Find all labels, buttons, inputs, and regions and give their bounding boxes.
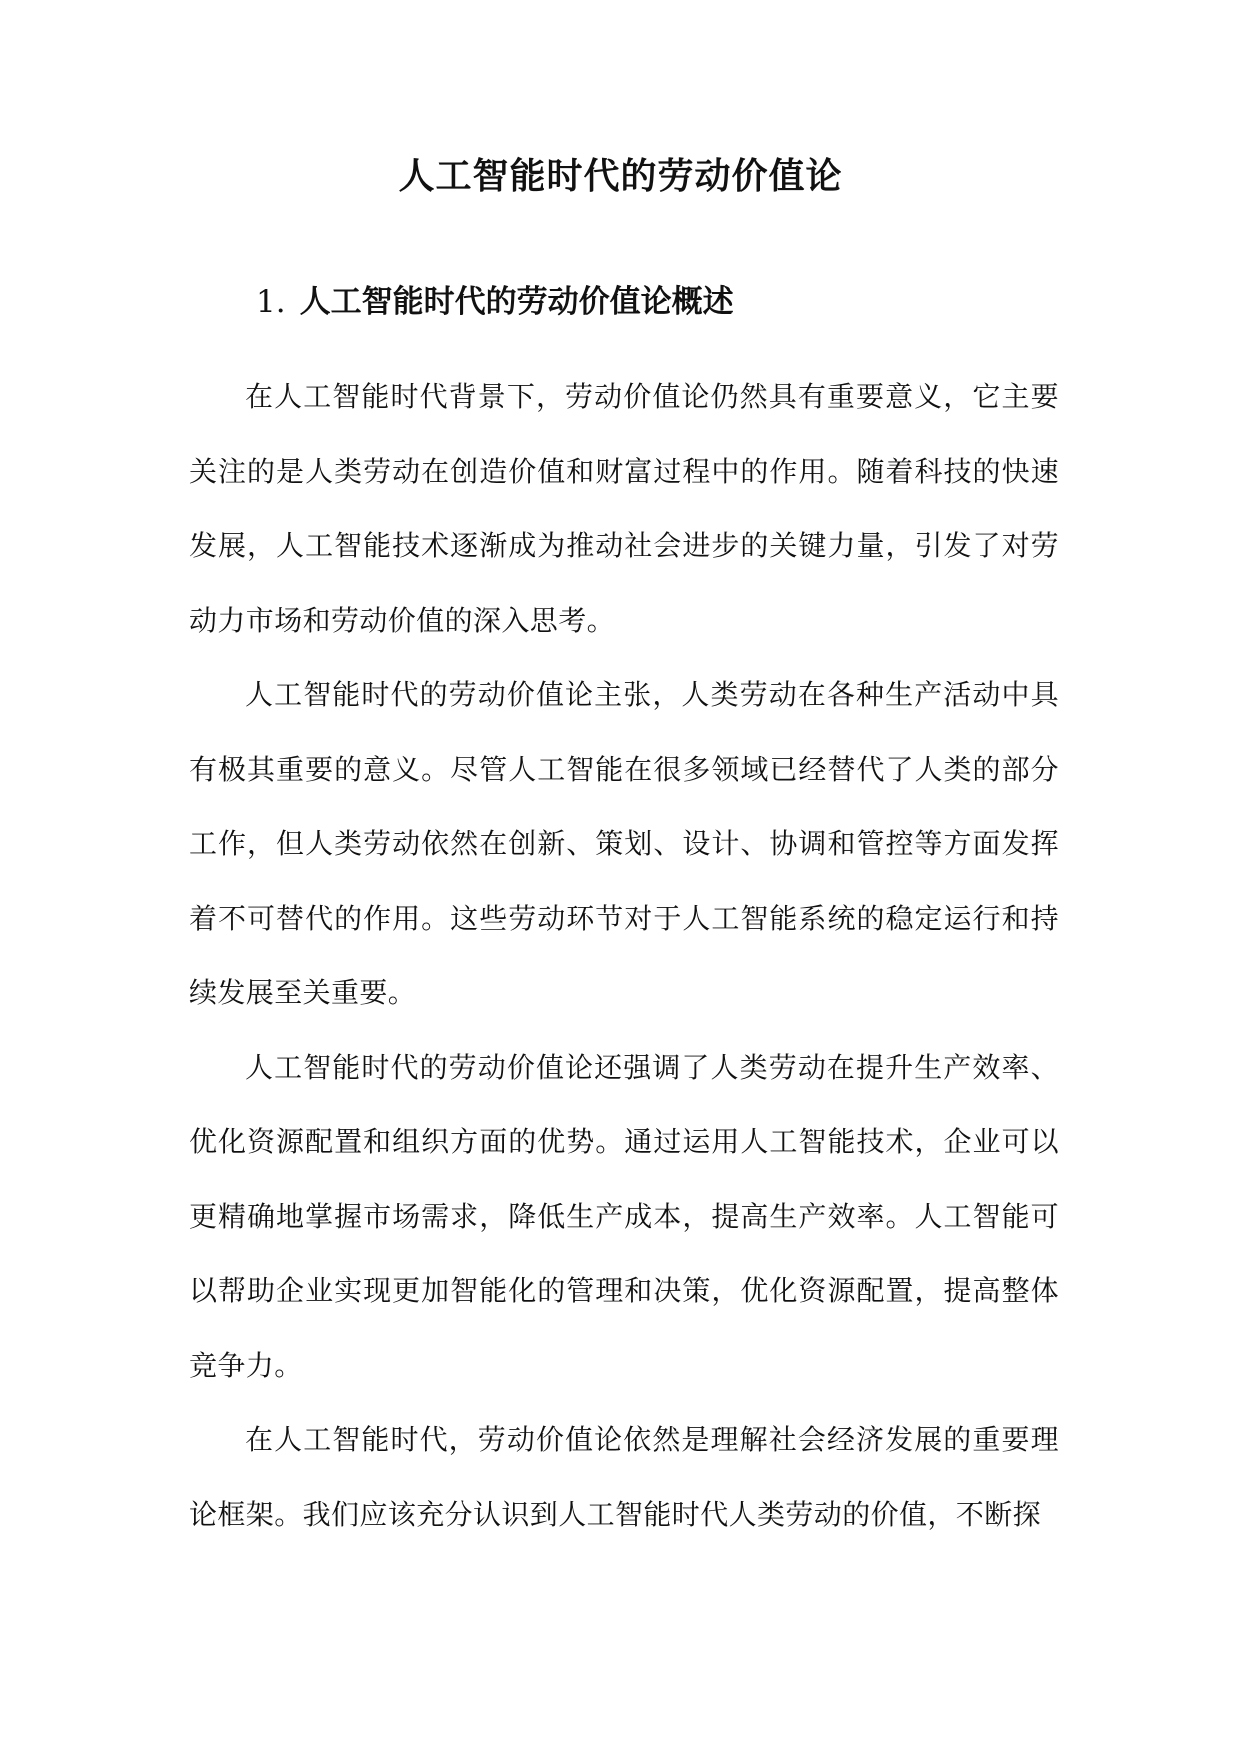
paragraph: 人工智能时代的劳动价值论还强调了人类劳动在提升生产效率、优化资源配置和组织方面的优势。通过运用人工智能技术，企业可以更精确地掌握市场需求，降低生产成本，提高生产效率。人工智能可以帮助企业实现更加智能化的管理和决策，优化资源配置，提高整体竞争力。 — [189, 1050, 1059, 1382]
section-heading — [256, 280, 734, 324]
document-title: 人工智能时代的劳动价值论 — [398, 155, 843, 197]
section-number: 1. — [256, 284, 286, 320]
section-title: 人工智能时代的劳动价值论概述 — [299, 284, 734, 320]
paragraph: 人工智能时代的劳动价值论主张，人类劳动在各种生产活动中具有极其重要的意义。尽管人工智能在很多领域已经替代了人类的部分工作，但人类劳动依然在创新、策划、设计、协调和管控等方面发挥着不可替代的作用。这些劳动环节对于人工智能系统的稳定运行和持续发展至关重要。 — [189, 678, 1059, 1009]
paragraph: 在人工智能时代背景下，劳动价值论仍然具有重要意义，它主要关注的是人类劳动在创造价值和财富过程中的作用。随着科技的快速发展，人工智能技术逐渐成为推动社会进步的关键力量，引发了对劳动力市场和劳动价值的深入思考。 — [189, 380, 1059, 637]
document-body — [189, 360, 1059, 1552]
paragraph: 在人工智能时代，劳动价值论依然是理解社会经济发展的重要理论框架。我们应该充分认识到人工智能时代人类劳动的价值，不断探 — [189, 1423, 1059, 1531]
